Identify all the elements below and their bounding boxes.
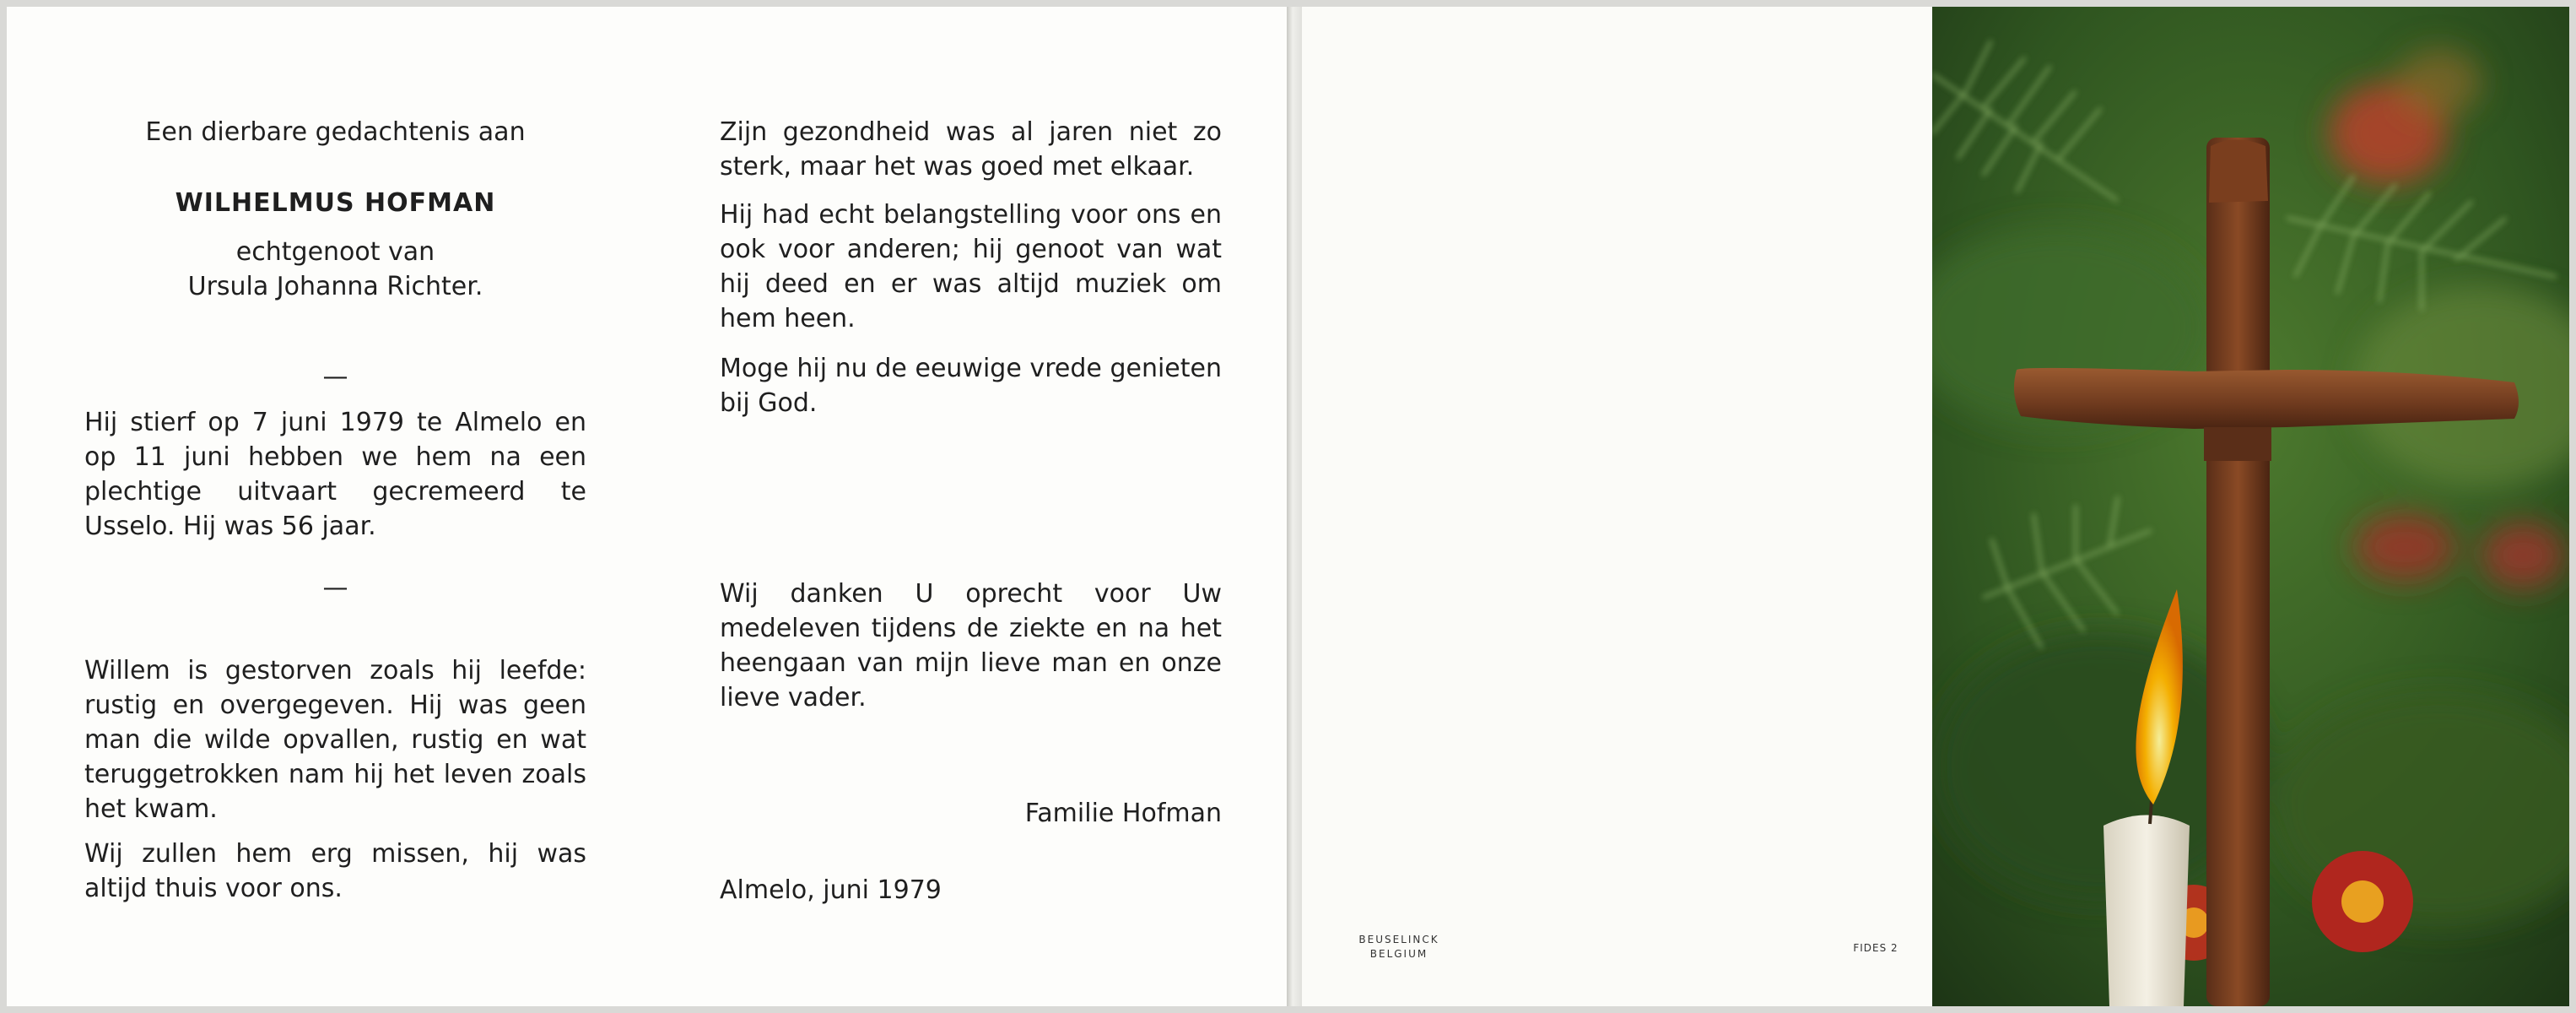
cross-candle-photo: [1932, 7, 2569, 1006]
miss-paragraph: Wij zullen hem erg missen, hij was altijd thuis voor ons.: [84, 839, 586, 903]
photo-illustration: [1932, 7, 2569, 1006]
thanks-paragraph: Wij danken U oprecht voor Uw medeleven tijdens de ziekte en na het heengaan van mijn lieve man en onze lieve vader.: [720, 579, 1222, 712]
peace-paragraph: Moge hij nu de eeuwige vrede genieten bij God.: [720, 354, 1222, 418]
separator-2: —: [322, 573, 348, 603]
deceased-name: WILHELMUS HOFMAN: [175, 188, 496, 218]
publisher-line-1: BEUSELINCK: [1358, 934, 1439, 945]
fold-crease: [1287, 7, 1302, 1006]
memorial-card: [7, 7, 2569, 1006]
interest-paragraph: Hij had echt belangstelling voor ons en ook voor anderen; hij genoot van wat hij deed en er was altijd muziek om hem heen.: [720, 200, 1222, 333]
death-paragraph: Hij stierf op 7 juni 1979 te Almelo en op 11 juni hebben we hem na een plechtige uitvaart gecremeerd te Usselo. Hij was 56 jaar.: [84, 408, 586, 541]
series-code: FIDES 2: [1853, 942, 1898, 954]
spouse-line-2: Ursula Johanna Richter.: [187, 272, 483, 301]
publisher-imprint: [1348, 933, 1450, 962]
place-date: Almelo, juni 1979: [720, 875, 942, 905]
separator-1: —: [322, 362, 348, 392]
spouse-line-1: echtgenoot van: [235, 237, 435, 267]
character-paragraph: Willem is gestorven zoals hij leefde: rustig en overgegeven. Hij was geen man die wilde opvallen, rustig en wat teruggetrokken nam hij het leven zoals het kwam.: [84, 656, 586, 824]
health-paragraph: Zijn gezondheid was al jaren niet zo sterk, maar het was goed met elkaar.: [720, 117, 1222, 181]
inner-spread: [7, 7, 1287, 1006]
publisher-line-2: BELGIUM: [1369, 948, 1428, 960]
intro-line: Een dierbare gedachtenis aan: [145, 117, 526, 147]
signature: Familie Hofman: [1024, 799, 1222, 828]
